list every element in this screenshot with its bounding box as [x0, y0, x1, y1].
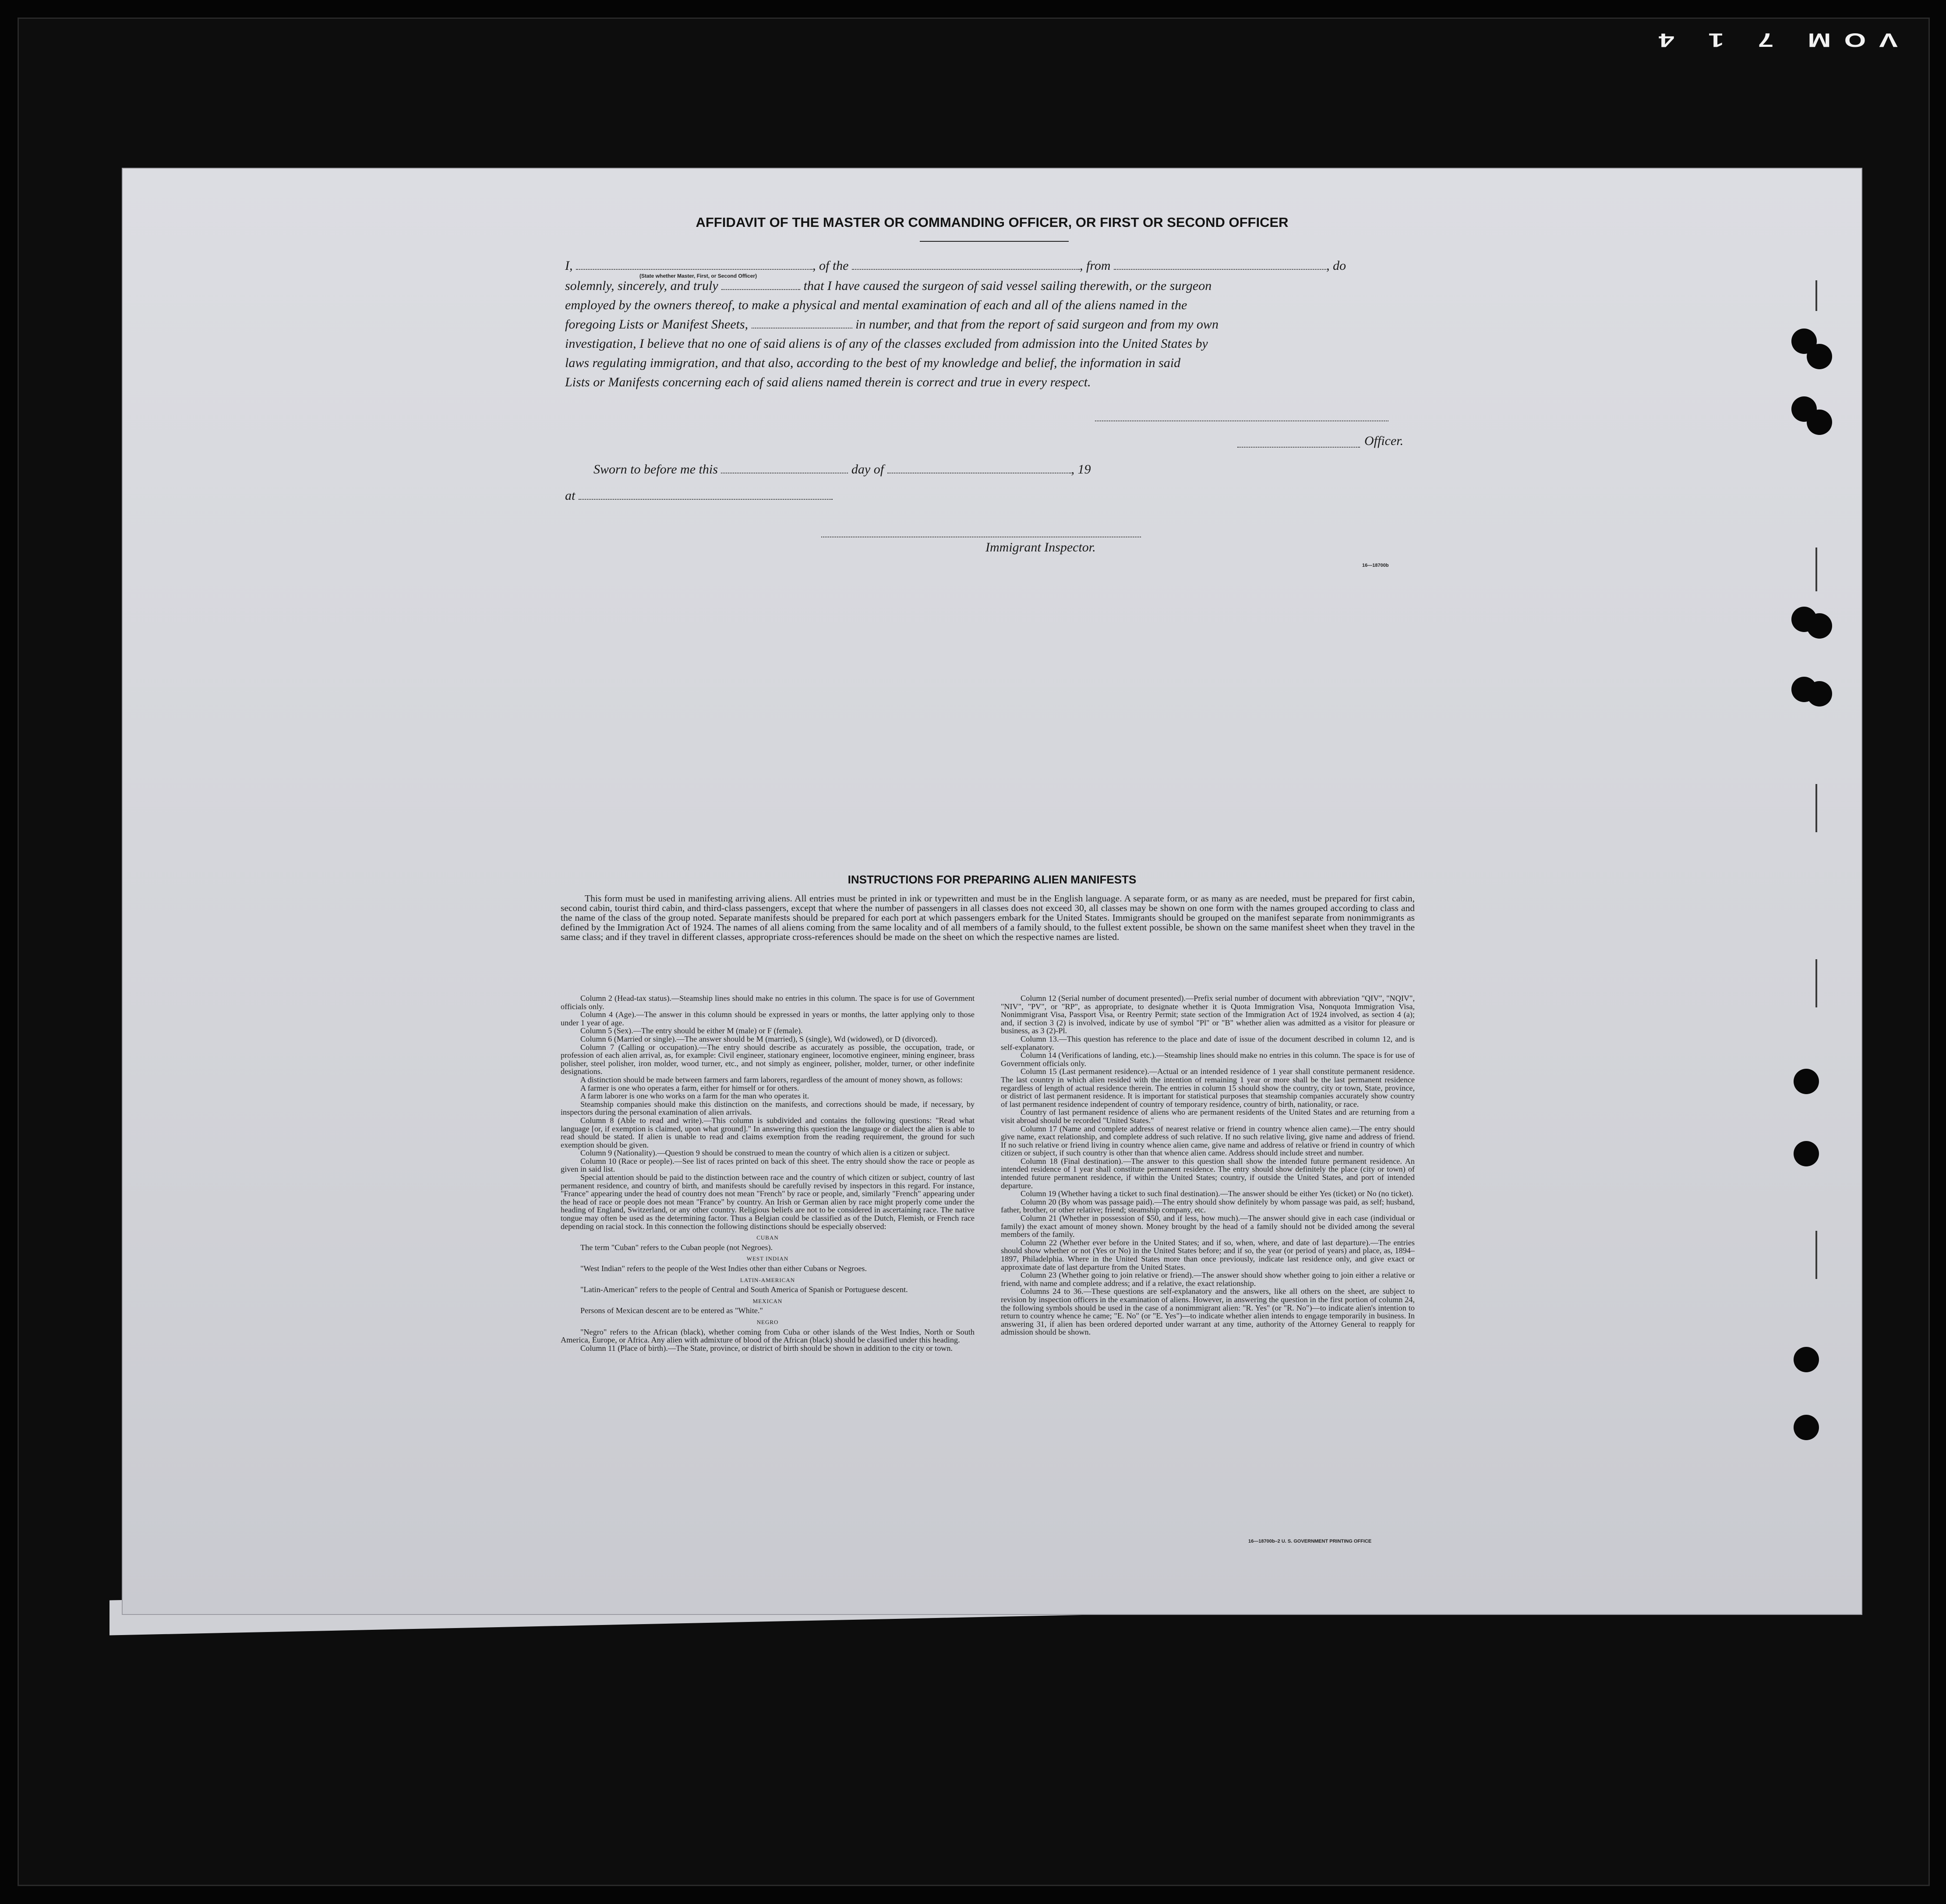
affidavit-line-2: solemnly, sincerely, and truly that I have caused the surgeon of said vessel sailing therewith, or the surgeon — [565, 279, 1212, 293]
title-rule — [920, 241, 1069, 242]
manifest-page — [123, 169, 1861, 1614]
printing-office-footer: 16—18700b–2 U. S. GOVERNMENT PRINTING OFFICE — [1248, 1539, 1372, 1544]
signature-line-master — [1095, 420, 1388, 421]
affidavit-line-1: I, , of the , from , do — [565, 258, 1346, 273]
instruction-paragraph: Country of last permanent residence of aliens who are permanent residents of the United States and are returning from a visit abroad should be recorded "United States." — [1001, 1108, 1415, 1125]
sworn-label: Sworn to before me this day of , 19 — [593, 462, 1091, 477]
binder-hole — [1807, 613, 1832, 639]
instruction-paragraph: A farm laborer is one who works on a farm for the man who operates it. — [580, 1092, 809, 1101]
instruction-paragraph: A farmer is one who operates a farm, either for himself or for others. — [580, 1083, 799, 1092]
instruction-paragraph: Column 21 (Whether in possession of $50, and if less, how much).—The answer should give in each case (individual or family) the exact amount of money shown. Money brought by the head of a family should not be divided among the several members of the family. — [1001, 1214, 1415, 1239]
instruction-paragraph: Column 2 (Head-tax status).—Steamship lines should make no entries in this column. The space is for use of Government officials only. — [561, 994, 975, 1011]
instruction-paragraph: Columns 24 to 36.—These questions are self-explanatory and the answers, like all others on the sheet, are subject to revision by inspection officers in the examination of aliens. However, in answering the question in the first portion of column 24, the following symbols should be used in the case of a nonimmigrant alien: "R. Yes" (or "R. No")—to indicate alien's intention to return to country whence he came; "E. No" (or "E. Yes")—to indicate whether alien intends to engage temporarily in business. In answering 31, if alien has been ordered deported under warrant at any time, authority of the Attorney General to reapply for admission should be shown. — [1001, 1287, 1415, 1337]
instruction-paragraph: The term "Cuban" refers to the Cuban people (not Negroes). — [580, 1243, 773, 1252]
subhead-negro: NEGRO — [756, 1318, 779, 1325]
affidavit-line-7: Lists or Manifests concerning each of said aliens named therein is correct and true in every respect. — [565, 375, 1091, 389]
instructions-intro: This form must be used in manifesting arriving aliens. All entries must be printed in ink or typewritten and must be in the English language. A separate form, or as many as are needed, must be prepared for first cabin, second cabin, tourist third cabin, and third-class passengers, except that where the number of passengers in all classes does not exceed 30, all classes may be shown on one form with the names grouped according to class and the name of the class of the group noted. Separate manifests should be prepared for each port at which passengers embark for the United States. Immigrants should be grouped on the manifest separate from nonimmigrants as defined by the Immigration Act of 1924. The names of all aliens coming from the same locality and of all members of a family should, to the fullest extent possible, be shown on the same manifest sheet when they travel in the same class; and if they travel in different classes, appropriate cross-references should be made on the sheet on which the respective names are listed. — [561, 893, 1415, 942]
binder-hole — [1807, 344, 1832, 369]
affidavit-line-6: laws regulating immigration, and that also, according to the best of my knowledge and belief, the information in said — [565, 356, 1181, 370]
instruction-paragraph: Persons of Mexican descent are to be entered as "White." — [580, 1306, 763, 1315]
edge-mark — [1815, 784, 1817, 832]
instructions-left-column — [561, 994, 975, 1352]
at-label: at — [565, 488, 833, 503]
binder-hole — [1807, 681, 1832, 706]
binder-hole — [1794, 1141, 1819, 1166]
instruction-paragraph: Column 19 (Whether having a ticket to such final destination).—The answer should be either Yes (ticket) or No (no ticket). — [1021, 1189, 1414, 1198]
affidavit-line-3: employed by the owners thereof, to make a physical and mental examination of each and all of the aliens named in the — [565, 298, 1187, 312]
instruction-paragraph: Column 17 (Name and complete address of nearest relative or friend in country whence alien came).—The entry should give name, exact relationship, and complete address of such relative. If no such relative living, give name and address of friend. If no such relative or friend living in country whence alien came, give name and address of relative or friend in country of which citizen or subject, if such country is other than that whence alien came. Address should include street and number. — [1001, 1124, 1415, 1158]
affidavit-line-4: foregoing Lists or Manifest Sheets, in number, and that from the report of said surgeon and from my own — [565, 317, 1218, 332]
affidavit-line-5: investigation, I believe that no one of said aliens is of any of the classes excluded from admission into the United States by — [565, 336, 1208, 351]
instruction-paragraph: Column 5 (Sex).—The entry should be either M (male) or F (female). — [580, 1026, 803, 1035]
officer-label: Officer. — [1364, 434, 1404, 448]
binder-hole — [1794, 1415, 1819, 1440]
affidavit-title: AFFIDAVIT OF THE MASTER OR COMMANDING OFFICER, OR FIRST OR SECOND OFFICER — [696, 215, 1289, 230]
instruction-paragraph: Column 20 (By whom was passage paid).—The entry should show definitely by whom passage was paid, as self; husband, father, brother, or other relative; friend; steamship company, etc. — [1001, 1197, 1415, 1215]
instruction-paragraph: Steamship companies should make this distinction on the manifests, and corrections should be made, if necessary, by inspectors during the personal examination of alien arrivals. — [561, 1099, 975, 1117]
binder-hole — [1794, 1347, 1819, 1372]
edge-mark — [1815, 280, 1817, 311]
inspector-label: Immigrant Inspector. — [985, 540, 1096, 555]
instruction-paragraph: Column 12 (Serial number of document presented).—Prefix serial number of document with abbreviation "QIV", "NQIV", "NIV", "PV", or "RP", as appropriate, to designate whether it is Quota Immigration Visa, Nonquota Immigration Visa, Nonimmigrant Visa, Passport Visa, or Reentry Permit; state section of the Immigration Act of 1924 involved, as section 4 (a); and, if section 3 (2) is involved, indicate by use of symbol "Pl" or "B" whether alien was admitted as a visitor for pleasure or business, as 3 (2)-Pl. — [1001, 994, 1415, 1035]
instruction-paragraph: Column 8 (Able to read and write).—This column is subdivided and contains the following questions: "Read what language [or, if exemption is claimed, upon what ground]." In answering this question the language or dialect the alien is able to read should be stated. If alien is unable to read and claims exemption from the reading requirement, the ground for such exemption should be given. — [561, 1116, 975, 1149]
signature-line-officer — [1237, 447, 1360, 448]
edge-mark — [1815, 548, 1817, 591]
subhead-mexican: MEXICAN — [752, 1297, 783, 1304]
instruction-paragraph: Column 11 (Place of birth).—The State, province, or district of birth should be shown in addition to the city or town. — [580, 1343, 953, 1353]
instruction-paragraph: A distinction should be made between farmers and farm laborers, regardless of the amount of money shown, as follows: — [580, 1075, 963, 1084]
form-number: 16—18700b — [1362, 563, 1389, 568]
officer-rank-note: (State whether Master, First, or Second Officer) — [639, 273, 757, 279]
edge-mark — [1815, 1231, 1817, 1279]
instruction-paragraph: Column 4 (Age).—The answer in this column should be expressed in years or months, the latter applying only to those under 1 year of age. — [561, 1010, 975, 1027]
instruction-paragraph: Column 13.—This question has reference to the place and date of issue of the document described in column 12, and is self-explanatory. — [1001, 1034, 1415, 1052]
frame-code: VOM 7 1 4 — [1646, 29, 1898, 52]
instruction-paragraph: "Latin-American" refers to the people of Central and South America of Spanish or Portuguese descent. — [580, 1285, 908, 1294]
instruction-paragraph: Special attention should be paid to the distinction between race and the country of which citizen or subject, country of last permanent residence, and country of birth, and manifests should be carefully revised by inspectors in this regard. For instance, "France" appearing under the head of country does not mean "French" by race or people, and, similarly "French" appearing under the head of race or people does not mean "France" by country. An Irish or German alien by race might properly come under the heading of England, Switzerland, or any other country. Religious beliefs are not to be considered in ascertaining race. The native tongue may often be used as the determining factor. Thus a Belgian could be classified as of the Dutch, Flemish, or French race depending on racial stock. In this connection the following distinctions should be especially observed: — [561, 1173, 975, 1231]
instructions-right-column — [1001, 994, 1415, 1336]
instruction-paragraph: Column 7 (Calling or occupation).—The entry should describe as accurately as possible, the occupation, trade, or profession of each alien arrival, as, for example: Civil engineer, stationary engineer, locomotive engineer, mining engineer, brass polisher, steel polisher, iron molder, wood turner, etc., and not simply as engineer, polisher, molder, turner, or other indefinite designations. — [561, 1042, 975, 1076]
instruction-paragraph: Column 23 (Whether going to join relative or friend).—The answer should show whether going to join either a relative or friend, with name and complete address; and if a relative, the exact relationship. — [1001, 1271, 1415, 1288]
subhead-cuban: CUBAN — [756, 1234, 779, 1241]
subhead-west-indian: WEST INDIAN — [746, 1255, 789, 1262]
instruction-paragraph: Column 10 (Race or people).—See list of races printed on back of this sheet. The entry should show the race or people as given in said list. — [561, 1156, 975, 1174]
instruction-paragraph: "Negro" refers to the African (black), whether coming from Cuba or other islands of the West Indies, North or South America, Europe, or Africa. Any alien with admixture of blood of the African (black) should be classified under this heading. — [561, 1327, 975, 1345]
instruction-paragraph: Column 18 (Final destination).—The answer to this question shall show the intended future permanent residence. An intended residence of 1 year shall constitute permanent residence. The entry should show definitely the place (city or town) of intended future permanent residence, if within the United States; country, if outside the United States, and port of intended departure. — [1001, 1156, 1415, 1190]
instruction-paragraph: Column 6 (Married or single).—The answer should be M (married), S (single), Wd (widowed), or D (divorced). — [580, 1034, 938, 1043]
edge-mark — [1815, 959, 1817, 1007]
instruction-paragraph: Column 15 (Last permanent residence).—Actual or an intended residence of 1 year shall constitute permanent residence. The last country in which alien resided with the intention of remaining 1 year or more shall be the last permanent residence regardless of length of actual residence therein. The entries in column 15 should show the country, city or town, State, province, or district of last permanent residence. It is important for statistical purposes that steamship companies accurately show country of last permanent residence independent of country of temporary residence, country of birth, nationality, or race. — [1001, 1067, 1415, 1109]
instruction-paragraph: Column 14 (Verifications of landing, etc.).—Steamship lines should make no entries in this column. The space is for use of Government officials only. — [1001, 1051, 1415, 1068]
instruction-paragraph: Column 22 (Whether ever before in the United States; and if so, when, where, and date of last departure).—The entries should show whether or not (Yes or No) in the United States before; and if so, the year (or period of years) and place, as, 1894–1897, Philadelphia. Where in the United States more than once previously, indicate last residence only, and give exact or approximate date of last departure from the United States. — [1001, 1238, 1415, 1272]
subhead-latin-american: LATIN-AMERICAN — [740, 1276, 795, 1283]
instruction-paragraph: "West Indian" refers to the people of the West Indies other than either Cubans or Negroes. — [580, 1264, 867, 1273]
instructions-title: INSTRUCTIONS FOR PREPARING ALIEN MANIFESTS — [848, 873, 1137, 886]
instruction-paragraph: Column 9 (Nationality).—Question 9 should be construed to mean the country of which alien is a citizen or subject. — [580, 1148, 950, 1158]
binder-hole — [1794, 1069, 1819, 1094]
binder-hole — [1807, 410, 1832, 435]
